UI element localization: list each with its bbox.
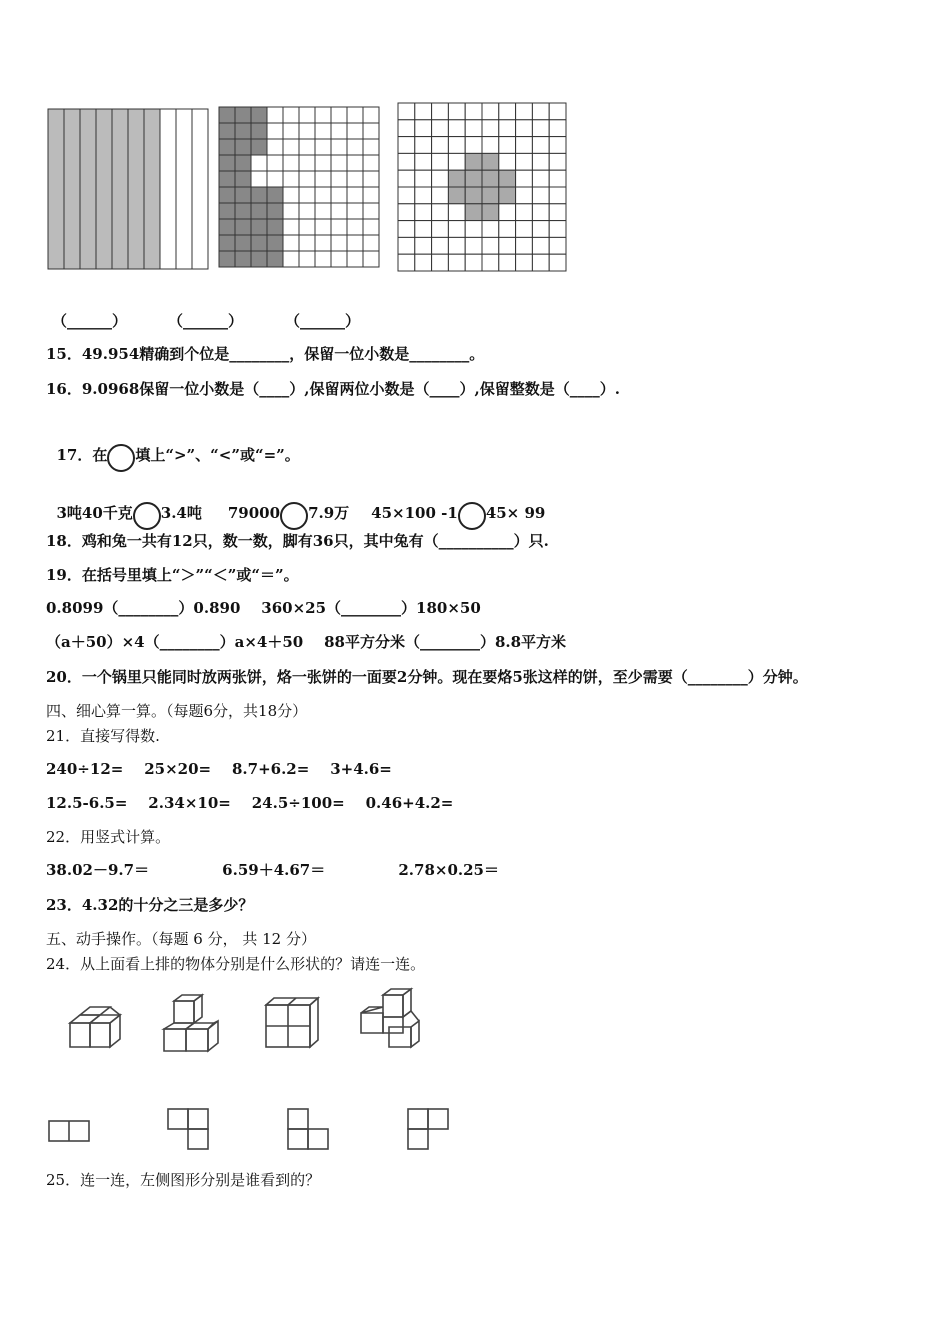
grid-cell	[516, 153, 533, 170]
grid-cell	[549, 153, 566, 170]
grid-cell	[516, 187, 533, 204]
grid-cell	[516, 254, 533, 271]
grid-cell	[315, 171, 331, 187]
grid-cell	[347, 251, 363, 267]
grid-cell	[482, 187, 499, 204]
grid-cell	[432, 204, 449, 221]
grid-cell	[267, 123, 283, 139]
grid-cell	[448, 120, 465, 137]
grid-cell	[549, 204, 566, 221]
grid-cell	[176, 109, 192, 269]
grid-cell	[267, 251, 283, 267]
grid-cell	[415, 254, 432, 271]
grid-cell	[347, 203, 363, 219]
grid-cell	[235, 187, 251, 203]
grid-cell	[532, 254, 549, 271]
grid-cell	[532, 153, 549, 170]
grid-cell	[283, 171, 299, 187]
question-21-row-1: 240÷12= 25×20= 8.7+6.2= 3+4.6=	[46, 760, 392, 778]
grid-cell	[219, 155, 235, 171]
compare-circle-icon[interactable]	[458, 502, 486, 530]
grid-cell	[532, 221, 549, 238]
grid-cell	[363, 155, 379, 171]
grid-cell	[112, 109, 128, 269]
grid-cell	[532, 103, 549, 120]
grid-cell	[448, 137, 465, 154]
question-22-row: 38.02－9.7＝ 6.59＋4.67＝ 2.78×0.25＝	[46, 861, 499, 879]
grid-cell	[283, 203, 299, 219]
grid-cell	[283, 107, 299, 123]
grid-cell	[398, 221, 415, 238]
question-21-title: 21．直接写得数.	[46, 727, 160, 745]
grid-cell	[465, 120, 482, 137]
grid-cell	[465, 254, 482, 271]
grid-cell	[160, 109, 176, 269]
grid-cell	[482, 170, 499, 187]
grid-cell	[432, 153, 449, 170]
grid-cell	[315, 155, 331, 171]
question-22-title: 22．用竖式计算。	[46, 828, 171, 846]
grid-cell	[516, 170, 533, 187]
grid-cell	[532, 137, 549, 154]
grid-cell	[532, 237, 549, 254]
grid-cell	[219, 203, 235, 219]
grid-cell	[398, 153, 415, 170]
grid-cell	[499, 221, 516, 238]
grid-cell	[219, 251, 235, 267]
figure-blank-2: （______）	[168, 312, 244, 330]
grid-cell	[283, 251, 299, 267]
grid-cell	[267, 171, 283, 187]
grid-cell	[415, 153, 432, 170]
grid-cell	[465, 221, 482, 238]
grid-cell	[331, 219, 347, 235]
grid-cell	[315, 123, 331, 139]
grid-cell	[432, 187, 449, 204]
grid-cell	[347, 155, 363, 171]
grid-cell	[219, 187, 235, 203]
grid-cell	[432, 103, 449, 120]
grid-cell	[283, 123, 299, 139]
grid-cell	[331, 123, 347, 139]
grid-cell	[235, 171, 251, 187]
grid-cell	[499, 237, 516, 254]
grid-cell	[251, 123, 267, 139]
grid-cell	[80, 109, 96, 269]
grid-cell	[398, 237, 415, 254]
grid-cell	[415, 120, 432, 137]
grid-cell	[499, 103, 516, 120]
strip-figure	[47, 108, 209, 270]
grid-cell	[516, 204, 533, 221]
grid-cell	[299, 171, 315, 187]
grid-cell	[331, 251, 347, 267]
grid-cell	[398, 120, 415, 137]
grid-cell	[549, 254, 566, 271]
grid-cell	[331, 155, 347, 171]
grid-cell	[299, 251, 315, 267]
grid-cell	[219, 107, 235, 123]
grid-cell	[331, 171, 347, 187]
grid-cell	[465, 170, 482, 187]
grid-cell	[315, 219, 331, 235]
grid-cell	[235, 123, 251, 139]
question-18: 18．鸡和兔一共有12只，数一数，脚有36只，其中兔有（__________）只.	[46, 532, 549, 550]
grid-cell	[448, 187, 465, 204]
grid-cell	[532, 170, 549, 187]
grid-cell	[267, 155, 283, 171]
grid-cell	[235, 219, 251, 235]
grid-cell	[482, 120, 499, 137]
question-16: 16．9.0968保留一位小数是（____）,保留两位小数是（____）,保留整数是（____）.	[46, 380, 620, 398]
grid-cell	[347, 171, 363, 187]
q17-items	[46, 482, 545, 530]
grid-cell	[331, 203, 347, 219]
grid-cell	[482, 204, 499, 221]
figure-blank-1: （______）	[52, 312, 128, 330]
question-19-row-1: 0.8099（________）0.890 360×25（________）180×50	[46, 599, 481, 617]
top-view-3[interactable]	[286, 1107, 332, 1151]
q17-item-left: 79000	[227, 504, 281, 522]
grid-cell	[64, 109, 80, 269]
grid-cell	[299, 139, 315, 155]
grid-cell	[363, 187, 379, 203]
top-view-4[interactable]	[406, 1107, 452, 1153]
grid-cell	[48, 109, 64, 269]
cube-object-2[interactable]	[160, 993, 226, 1053]
grid-cell	[219, 219, 235, 235]
grid-cell	[549, 137, 566, 154]
grid-cell	[549, 221, 566, 238]
q17-prefix: 17．在	[56, 446, 108, 464]
grid-cell	[331, 107, 347, 123]
grid-cell	[432, 221, 449, 238]
grid-cell	[347, 107, 363, 123]
grid-cell	[499, 187, 516, 204]
grid-cell	[499, 120, 516, 137]
grid-cell	[516, 103, 533, 120]
grid-cell	[299, 123, 315, 139]
grid-cell	[432, 254, 449, 271]
grid-cell	[499, 153, 516, 170]
grid-cell	[532, 120, 549, 137]
grid-cell	[235, 139, 251, 155]
grid-cell	[432, 170, 449, 187]
grid-cell	[299, 203, 315, 219]
grid-cell	[219, 123, 235, 139]
grid-cell	[465, 237, 482, 254]
grid-cell	[448, 237, 465, 254]
grid-cell	[363, 219, 379, 235]
grid-cell	[398, 187, 415, 204]
grid-cell	[267, 203, 283, 219]
grid-cell	[415, 221, 432, 238]
grid-cell	[363, 203, 379, 219]
grid-cell	[482, 137, 499, 154]
question-21-row-2: 12.5-6.5= 2.34×10= 24.5÷100= 0.46+4.2=	[46, 794, 454, 812]
grid-cell	[415, 187, 432, 204]
grid-cell	[283, 219, 299, 235]
grid-cell	[347, 123, 363, 139]
grid-cell	[219, 171, 235, 187]
grid-cell	[499, 254, 516, 271]
grid-cell	[347, 187, 363, 203]
grid-cell	[251, 139, 267, 155]
grid-cell	[465, 204, 482, 221]
grid-cell	[465, 103, 482, 120]
grid-cell	[415, 170, 432, 187]
top-view-1[interactable]	[48, 1119, 92, 1143]
grid-cell	[235, 107, 251, 123]
grid-cell	[251, 235, 267, 251]
grid-cell	[267, 139, 283, 155]
grid-cell	[398, 137, 415, 154]
grid-cell	[549, 237, 566, 254]
grid-cell	[283, 155, 299, 171]
grid-cell	[331, 187, 347, 203]
grid-cell	[315, 203, 331, 219]
grid-cell	[415, 137, 432, 154]
grid-cell	[144, 109, 160, 269]
grid-cell	[299, 155, 315, 171]
grid-cell	[363, 171, 379, 187]
grid-cell	[363, 107, 379, 123]
grid-cell	[398, 204, 415, 221]
grid-cell	[516, 120, 533, 137]
grid-cell	[251, 219, 267, 235]
grid-cell	[299, 219, 315, 235]
grid-cell	[235, 203, 251, 219]
grid-cell	[549, 170, 566, 187]
q17-item-left: 3吨40千克	[56, 504, 133, 522]
grid-cell	[331, 235, 347, 251]
grid-cell	[315, 139, 331, 155]
grid-cell	[532, 204, 549, 221]
question-19-title: 19．在括号里填上“＞”“＜”或“＝”。	[46, 566, 299, 584]
grid-cell	[448, 103, 465, 120]
grid-cell	[219, 139, 235, 155]
grid-cell	[516, 137, 533, 154]
cube-object-3[interactable]	[262, 995, 324, 1051]
grid-cell	[499, 170, 516, 187]
grid-cell	[299, 235, 315, 251]
question-19-row-2: （a＋50）×4（________）a×4＋50 88平方分米（________）8.8平方米	[46, 633, 567, 651]
grid-cell	[363, 251, 379, 267]
grid-cell	[299, 187, 315, 203]
grid-cell	[331, 139, 347, 155]
grid-cell	[415, 237, 432, 254]
grid-cell	[363, 235, 379, 251]
grid-cell	[267, 107, 283, 123]
q17-suffix: 填上“>”、“<”或“=”。	[135, 446, 300, 464]
question-23: 23．4.32的十分之三是多少？	[46, 896, 254, 914]
grid-cell	[235, 155, 251, 171]
figure-blank-3: （______）	[285, 312, 361, 330]
grid-cell	[415, 204, 432, 221]
grid-cell	[315, 251, 331, 267]
grid-cell	[448, 153, 465, 170]
question-17	[46, 424, 300, 472]
grid-cell	[448, 254, 465, 271]
grid-cell	[267, 187, 283, 203]
grid-cell	[549, 187, 566, 204]
grid-cell	[499, 137, 516, 154]
grid-cell	[398, 103, 415, 120]
grid-cell	[465, 153, 482, 170]
grid-cell	[192, 109, 208, 269]
grid-cell	[482, 103, 499, 120]
q17-item-left: 45×100 -1	[371, 504, 458, 522]
cube-object-4[interactable]	[357, 987, 427, 1051]
question-15: 15．49.954精确到个位是________，保留一位小数是________。	[46, 345, 485, 363]
grid-cell	[283, 235, 299, 251]
section-4-heading: 四、细心算一算。（每题6分，共18分）	[46, 702, 308, 720]
grid-cell	[516, 237, 533, 254]
grid-cell	[499, 204, 516, 221]
question-20: 20．一个锅里只能同时放两张饼，烙一张饼的一面要2分钟。现在要烙5张这样的饼，至少需要（________）分钟。	[46, 668, 808, 686]
compare-circle-icon	[107, 444, 135, 472]
top-view-2[interactable]	[166, 1107, 212, 1151]
q17-item-right: 7.9万	[308, 504, 350, 522]
grid-cell	[482, 254, 499, 271]
grid-cell	[482, 153, 499, 170]
grid-cell	[219, 235, 235, 251]
grid-cell	[315, 235, 331, 251]
grid-cell	[267, 219, 283, 235]
grid-cell	[315, 107, 331, 123]
grid-cell	[363, 123, 379, 139]
grid-cell	[96, 109, 112, 269]
grid-cell	[251, 171, 267, 187]
grid-cell	[549, 120, 566, 137]
grid-cell	[432, 237, 449, 254]
grid-figure-2	[218, 106, 382, 270]
question-24: 24．从上面看上排的物体分别是什么形状的？请连一连。	[46, 955, 426, 973]
grid-figure-3	[397, 102, 567, 272]
grid-cell	[251, 251, 267, 267]
grid-cell	[398, 170, 415, 187]
grid-cell	[448, 170, 465, 187]
grid-cell	[251, 107, 267, 123]
grid-cell	[448, 221, 465, 238]
grid-cell	[549, 103, 566, 120]
grid-cell	[432, 137, 449, 154]
grid-cell	[235, 251, 251, 267]
grid-cell	[283, 139, 299, 155]
grid-cell	[347, 219, 363, 235]
q17-item-right: 45× 99	[485, 504, 546, 522]
grid-cell	[347, 139, 363, 155]
cube-object-1[interactable]	[66, 1003, 128, 1051]
grid-cell	[347, 235, 363, 251]
grid-cell	[482, 237, 499, 254]
grid-cell	[251, 203, 267, 219]
grid-cell	[432, 120, 449, 137]
grid-cell	[267, 235, 283, 251]
grid-cell	[465, 137, 482, 154]
compare-circle-icon[interactable]	[280, 502, 308, 530]
grid-cell	[415, 103, 432, 120]
grid-cell	[299, 107, 315, 123]
grid-cell	[251, 187, 267, 203]
grid-cell	[251, 155, 267, 171]
grid-cell	[283, 187, 299, 203]
grid-cell	[465, 187, 482, 204]
grid-cell	[363, 139, 379, 155]
grid-cell	[532, 187, 549, 204]
grid-cell	[516, 221, 533, 238]
grid-cell	[398, 254, 415, 271]
grid-cell	[482, 221, 499, 238]
grid-cell	[235, 235, 251, 251]
q17-item-right: 3.4吨	[160, 504, 202, 522]
grid-cell	[315, 187, 331, 203]
question-25: 25．连一连，左侧图形分别是谁看到的？	[46, 1171, 321, 1189]
section-5-heading: 五、动手操作。（每题 6 分， 共 12 分）	[46, 930, 316, 948]
grid-cell	[448, 204, 465, 221]
grid-cell	[128, 109, 144, 269]
compare-circle-icon[interactable]	[133, 502, 161, 530]
